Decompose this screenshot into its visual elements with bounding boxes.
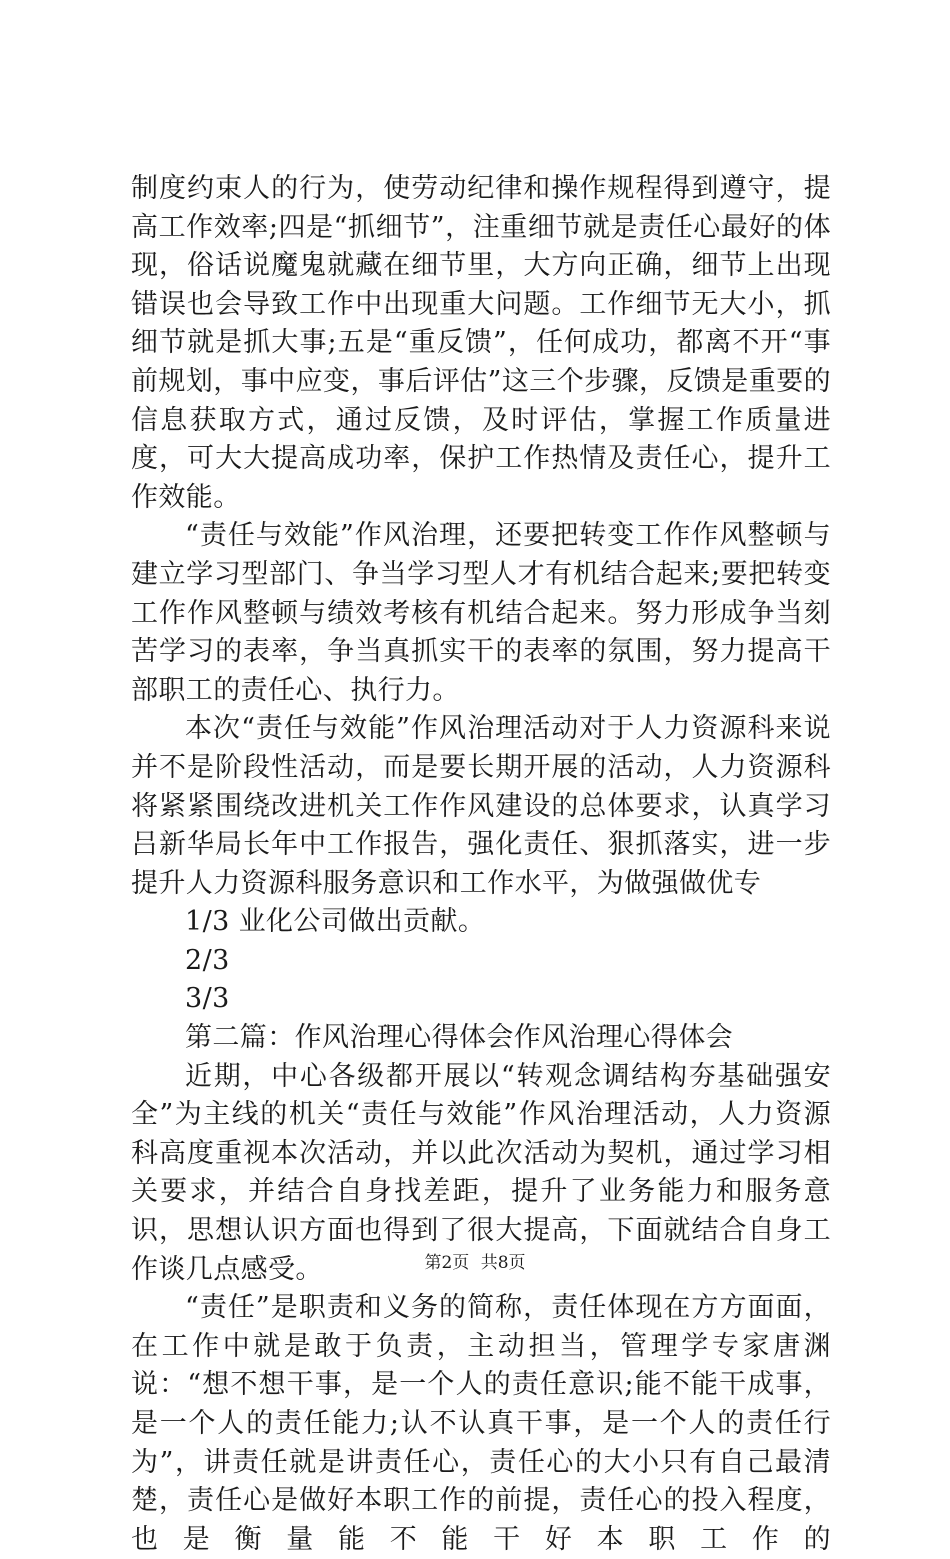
- paragraph-continued: 制度约束人的行为，使劳动纪律和操作规程得到遵守，提高工作效率;四是“抓细节”，注重细节就是责任心最好的体现，俗话说魔鬼就藏在细节里，大方向正确，细节上出现错误也会导致工作中出现重大问题。工作细节无大小，抓细节就是抓大事;五是“重反馈”，任何成功，都离不开“事前规划，事中应变，事后评估”这三个步骤，反馈是重要的信息获取方式，通过反馈，及时评估，掌握工作质量进度，可大大提高成功率，保护工作热情及责任心，提升工作效能。: [131, 173, 831, 513]
- paragraph-activity-summary: 本次“责任与效能”作风治理活动对于人力资源科来说并不是阶段性活动，而是要长期开展的活动，人力资源科将紧紧围绕改进机关工作作风建设的总体要求，认真学习吕新华局长年中工作报告，强化责任、狠抓落实，进一步提升人力资源科服务意识和工作水平，为做强做优专: [131, 713, 831, 899]
- paragraph-page-marker-1: 1/3 业化公司做出贡献。: [185, 906, 486, 938]
- paragraph-page-marker-3: 3/3: [185, 983, 230, 1015]
- paragraph-responsibility: “责任”是职责和义务的简称，责任体现在方方面面，在工作中就是敢于负责，主动担当，管理学专家唐渊说：“想不想干事，是一个人的责任意识;能不能干成事，是一个人的责任能力;认不认真干事，是一个人的责任行为”，讲责任就是讲责任心，责任心的大小只有自己最清楚，责任心是做好本职工作的前提，责任心的投入程度，也是衡量能不能干好本职工作的: [131, 1292, 831, 1555]
- page-total: 共8页: [480, 1253, 526, 1273]
- section-heading-part-two: 第二篇：作风治理心得体会作风治理心得体会: [185, 1022, 733, 1054]
- paragraph-page-marker-2: 2/3: [185, 944, 230, 976]
- paragraph-recent-activity: 近期，中心各级都开展以“转观念调结构夯基础强安全”为主线的机关“责任与效能”作风治理活动，人力资源科高度重视本次活动，并以此次活动为契机，通过学习相关要求，并结合自身找差距，提升了业务能力和服务意识，思想认识方面也得到了很大提高，下面就结合自身工作谈几点感受。: [131, 1060, 831, 1285]
- paragraph-style-rectification: “责任与效能”作风治理，还要把转变工作作风整顿与建立学习型部门、争当学习型人才有机结合起来;要把转变工作作风整顿与绩效考核有机结合起来。努力形成争当刻苦学习的表率，争当真抓实干的表率的氛围，努力提高干部职工的责任心、执行力。: [131, 520, 831, 706]
- page-number: 第2页: [424, 1253, 470, 1273]
- document-body: [131, 170, 831, 1559]
- page-footer: [0, 1252, 950, 1274]
